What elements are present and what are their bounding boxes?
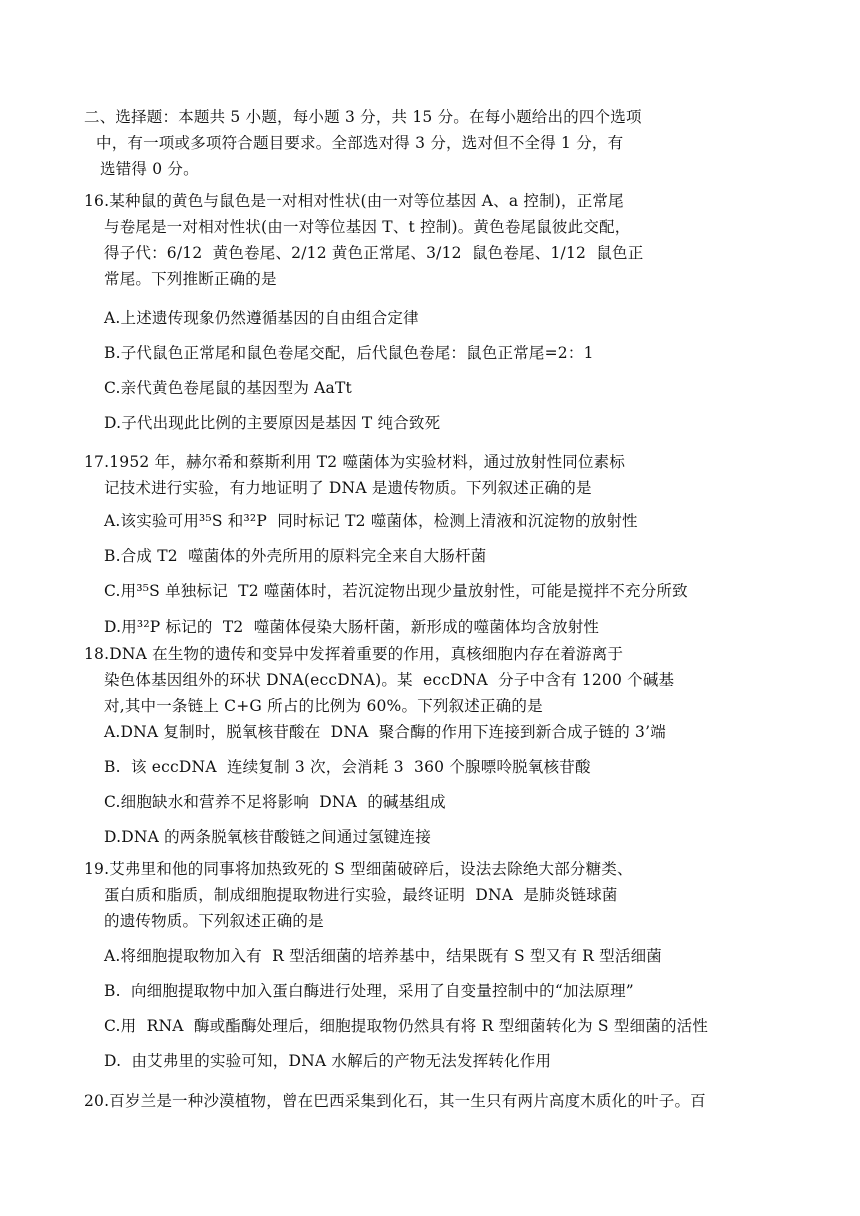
section-instruction-line: 二、选择题：本题共 5 小题，每小题 3 分，共 15 分。在每小题给出的四个选项	[84, 108, 642, 126]
option-b: B.子代鼠色正常尾和鼠色卷尾交配，后代鼠色卷尾：鼠色正常尾=2：1	[104, 344, 594, 362]
question-stem-line: 20.百岁兰是一种沙漠植物，曾在巴西采集到化石，其一生只有两片高度木质化的叶子。百	[84, 1092, 706, 1110]
option-d: D. 由艾弗里的实验可知，DNA 水解后的产物无法发挥转化作用	[104, 1052, 552, 1070]
question-stem-line: 18.DNA 在生物的遗传和变异中发挥着重要的作用，真核细胞内存在着游离于	[84, 645, 624, 663]
question-stem-line: 17.1952 年，赫尔希和蔡斯利用 T2 噬菌体为实验材料，通过放射性同位素标	[84, 453, 626, 471]
question-stem-line: 与卷尾是一对相对性状(由一对等位基因 T、t 控制)。黄色卷尾鼠彼此交配，	[104, 218, 631, 236]
option-c: C.用 RNA 酶或酯酶处理后，细胞提取物仍然具有将 R 型细菌转化为 S 型细菌的活性	[104, 1017, 709, 1035]
option-d: D.子代出现此比例的主要原因是基因 T 纯合致死	[104, 414, 441, 432]
option-b: B.合成 T2 噬菌体的外壳所用的原料完全来自大肠杆菌	[104, 547, 487, 565]
question-stem-line: 的遗传物质。下列叙述正确的是	[104, 912, 324, 930]
option-a: A.上述遗传现象仍然遵循基因的自由组合定律	[104, 309, 419, 327]
option-d: D.用³²P 标记的 T2 噬菌体侵染大肠杆菌，新形成的噬菌体均含放射性	[104, 618, 600, 636]
option-c: C.亲代黄色卷尾鼠的基因型为 AaTt	[104, 379, 352, 397]
section-instruction-line: 选错得 0 分。	[100, 160, 199, 178]
option-a: A.将细胞提取物加入有 R 型活细菌的培养基中，结果既有 S 型又有 R 型活细菌	[104, 947, 662, 965]
option-b: B. 该 eccDNA 连续复制 3 次，会消耗 3 360 个腺嘌呤脱氧核苷酸	[104, 758, 591, 776]
question-stem-line: 得子代：6/12 黄色卷尾、2/12 黄色正常尾、3/12 鼠色卷尾、1/12 鼠色正	[104, 244, 644, 262]
question-stem-line: 16.某种鼠的黄色与鼠色是一对相对性状(由一对等位基因 A、a 控制)，正常尾	[84, 192, 624, 210]
question-stem-line: 常尾。下列推断正确的是	[104, 270, 277, 288]
option-c: C.用³⁵S 单独标记 T2 噬菌体时，若沉淀物出现少量放射性，可能是搅拌不充分所致	[104, 582, 688, 600]
question-stem-line: 染色体基因组外的环状 DNA(eccDNA)。某 eccDNA 分子中含有 1200 个碱基	[104, 671, 675, 689]
option-b: B. 向细胞提取物中加入蛋白酶进行处理，采用了自变量控制中的“加法原理”	[104, 982, 634, 1000]
option-c: C.细胞缺水和营养不足将影响 DNA 的碱基组成	[104, 793, 446, 811]
option-a: A.该实验可用³⁵S 和³²P 同时标记 T2 噬菌体，检测上清液和沉淀物的放射性	[104, 512, 638, 530]
option-a: A.DNA 复制时，脱氧核苷酸在 DNA 聚合酶的作用下连接到新合成子链的 3’端	[104, 723, 666, 741]
question-stem-line: 对,其中一条链上 C+G 所占的比例为 60%。下列叙述正确的是	[104, 697, 543, 715]
option-d: D.DNA 的两条脱氧核苷酸链之间通过氢键连接	[104, 828, 432, 846]
section-instruction-line: 中，有一项或多项符合题目要求。全部选对得 3 分，选对但不全得 1 分，有	[96, 134, 624, 152]
question-stem-line: 记技术进行实验，有力地证明了 DNA 是遗传物质。下列叙述正确的是	[104, 479, 592, 497]
question-stem-line: 19.艾弗里和他的同事将加热致死的 S 型细菌破碎后，设法去除绝大部分糖类、	[84, 860, 633, 878]
question-stem-line: 蛋白质和脂质，制成细胞提取物进行实验，最终证明 DNA 是肺炎链球菌	[104, 886, 618, 904]
